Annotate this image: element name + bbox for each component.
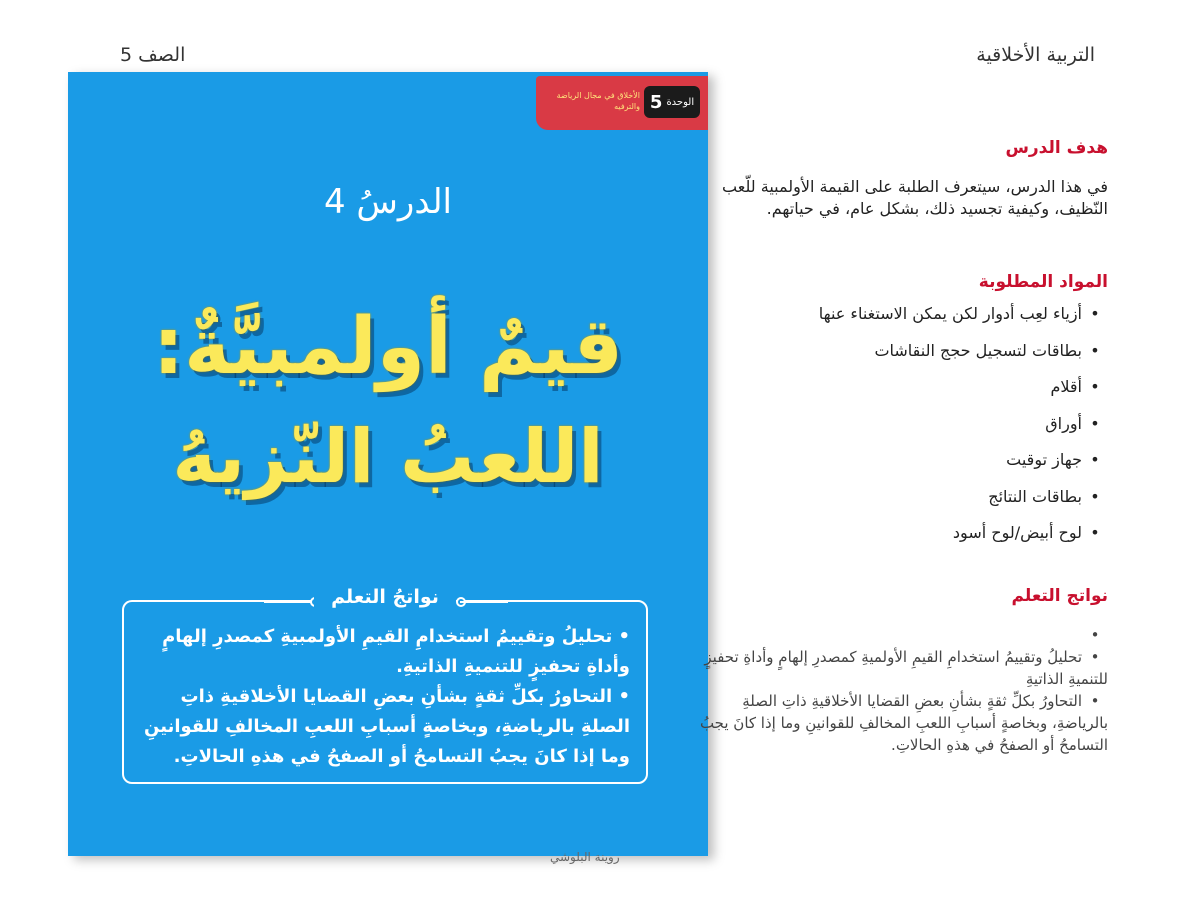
plan-outcomes-list (688, 624, 1108, 756)
list-item: • جهاز توقيت (819, 442, 1108, 479)
outcomes-section (1012, 586, 1108, 606)
goal-text: في هذا الدرس، سيتعرف الطلبة على القيمة الأولمبية للّعب النّظيف، وكيفية تجسيد ذلك، بشكل عام، في حياتهم. (722, 177, 1108, 218)
outcomes-box (122, 586, 648, 784)
grade-label: الصف 5 (120, 44, 186, 66)
divider (264, 601, 312, 603)
author-credit: روينة البلوشي (550, 850, 620, 864)
list-item: • لوح أبيض/لوح أسود (819, 515, 1108, 552)
unit-subtitle: الأخلاق في مجال الرياضة والترفيه (556, 91, 640, 111)
goal-title: هدف الدرس (1005, 138, 1108, 158)
list-item: • بطاقات النتائج (819, 479, 1108, 516)
list-item: • أزياء لعِب أدوار لكن يمكن الاستغناء عنها (819, 296, 1108, 333)
list-item: • أقلام (819, 369, 1108, 406)
unit-badge (536, 76, 708, 130)
book-cover (68, 72, 708, 856)
goal-section (1005, 138, 1108, 158)
list-item: • أوراق (819, 406, 1108, 443)
cover-title-line2: اللعبُ النّزيهُ (172, 414, 604, 500)
list-item: • التحاورُ بكلِّ ثقةٍ بشأنِ بعضِ القضايا الأخلاقيةِ ذاتِ الصلةِ بالرياضةِ، وبخاصةٍ أسبابِ اللعبِ المخالفِ للقوانينِ وما إذا كانَ يجبُ التسامحُ أو الصفحُ في هذهِ الحالاتِ. (140, 682, 630, 772)
list-item: • تحليلُ وتقييمُ استخدامِ القيمِ الأولميةِ كمصدرِ إلهامٍ وأداةِ تحفيزٍ للتنميةِ الذاتيةِ (688, 646, 1108, 690)
unit-number-box (644, 86, 700, 118)
unit-label: الوحدة (666, 96, 695, 108)
list-item: • بطاقات لتسجيل حجج النقاشات (819, 333, 1108, 370)
unit-number: 5 (649, 91, 663, 113)
materials-title: المواد المطلوبة (978, 272, 1108, 292)
outcomes-title: نواتج التعلم (1011, 586, 1108, 606)
outcomes-list (140, 622, 630, 772)
outcomes-heading: نواتجُ التعلم (314, 586, 456, 608)
materials-list (819, 296, 1108, 552)
divider (460, 601, 508, 603)
materials-section (979, 272, 1108, 292)
cover-title (68, 292, 708, 512)
cover-title-line1: قيمٌ أولمبيَّةٌ: (152, 302, 624, 392)
list-item: • التحاورُ بكلِّ ثقةٍ بشأنِ بعضِ القضايا الأخلاقيةِ ذاتِ الصلةِ بالرياضةِ، وبخاصةٍ أسبابِ اللعبِ المخالفِ للقوانينِ وما إذا كانَ يجبُ التسامحُ أو الصفحُ في هذهِ الحالاتِ. (688, 690, 1108, 756)
list-item (688, 624, 1108, 646)
subject-label: التربية الأخلاقية (976, 44, 1095, 66)
lesson-number: الدرسُ 4 (323, 182, 453, 222)
list-item: • تحليلُ وتقييمُ استخدامِ القيمِ الأولمبيةِ كمصدرِ إلهامٍ وأداةِ تحفيزٍ للتنميةِ الذاتيةِ. (140, 622, 630, 682)
